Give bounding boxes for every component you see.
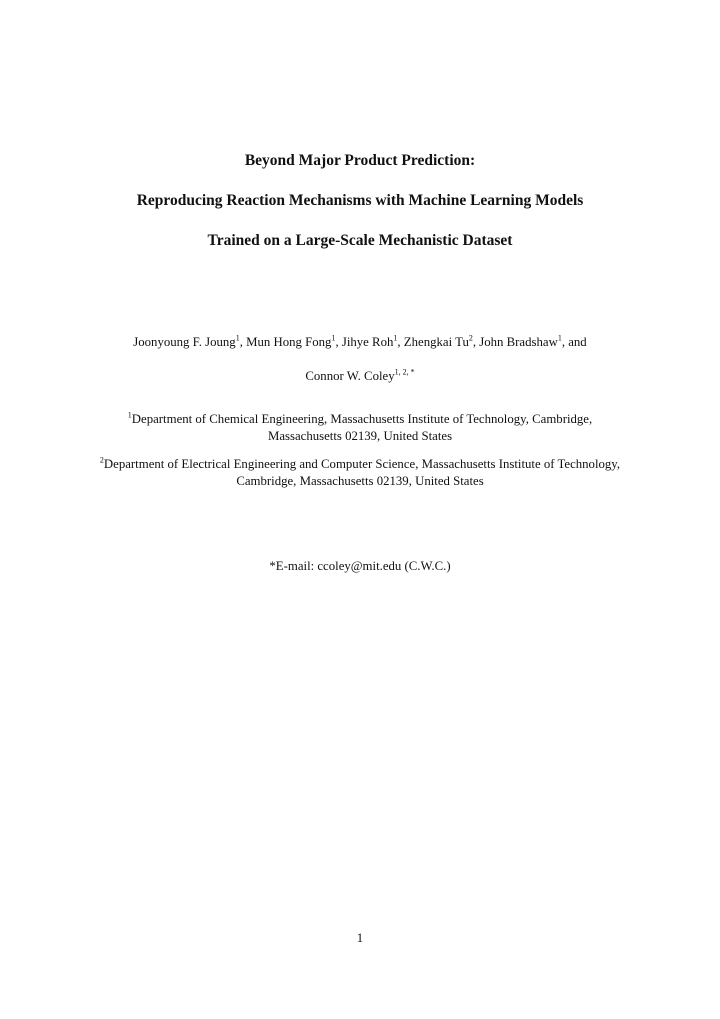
affiliation-text: Department of Electrical Engineering and Computer Science, Massachusetts Institute of Technology, Cambridge, Massachusetts 02139, United States bbox=[103, 457, 621, 488]
author-affiliation-mark: 1 bbox=[393, 333, 398, 343]
affiliation-2 bbox=[90, 456, 630, 490]
corresponding-email: *E-mail: ccoley@mit.edu (C.W.C.) bbox=[269, 559, 451, 573]
author-affiliation-mark: 1 bbox=[557, 333, 562, 343]
title-line-2: Reproducing Reaction Mechanisms with Machine Learning Models bbox=[136, 192, 584, 209]
author-separator: , bbox=[397, 335, 404, 349]
title-line-3: Trained on a Large-Scale Mechanistic Dataset bbox=[207, 232, 513, 249]
author-line-2 bbox=[0, 368, 720, 384]
author-name: Jihye Roh bbox=[341, 335, 394, 349]
page-number: 1 bbox=[356, 931, 364, 945]
affiliation-mark: 2 bbox=[99, 455, 104, 465]
author-line-1 bbox=[0, 334, 720, 350]
author-name: Connor W. Coley bbox=[305, 369, 395, 383]
author-affiliation-mark: 1 bbox=[235, 333, 240, 343]
title-line-1: Beyond Major Product Prediction: bbox=[244, 152, 476, 169]
author-separator: , bbox=[472, 335, 480, 349]
author-name: Joonyoung F. Joung bbox=[133, 335, 236, 349]
affiliation-mark: 1 bbox=[127, 410, 132, 420]
author-name: Zhengkai Tu bbox=[403, 335, 469, 349]
author-name: Mun Hong Fong bbox=[246, 335, 332, 349]
author-name: John Bradshaw bbox=[479, 335, 558, 349]
author-separator: , bbox=[335, 335, 342, 349]
author-separator: , and bbox=[561, 335, 587, 349]
author-affiliation-mark: 1, 2, * bbox=[394, 367, 415, 377]
affiliation-1 bbox=[90, 411, 630, 445]
author-affiliation-mark: 2 bbox=[468, 333, 473, 343]
affiliation-text: Department of Chemical Engineering, Massachusetts Institute of Technology, Cambridge, Massachusetts 02139, United States bbox=[131, 412, 593, 443]
author-affiliation-mark: 1 bbox=[331, 333, 336, 343]
author-separator: , bbox=[239, 335, 247, 349]
